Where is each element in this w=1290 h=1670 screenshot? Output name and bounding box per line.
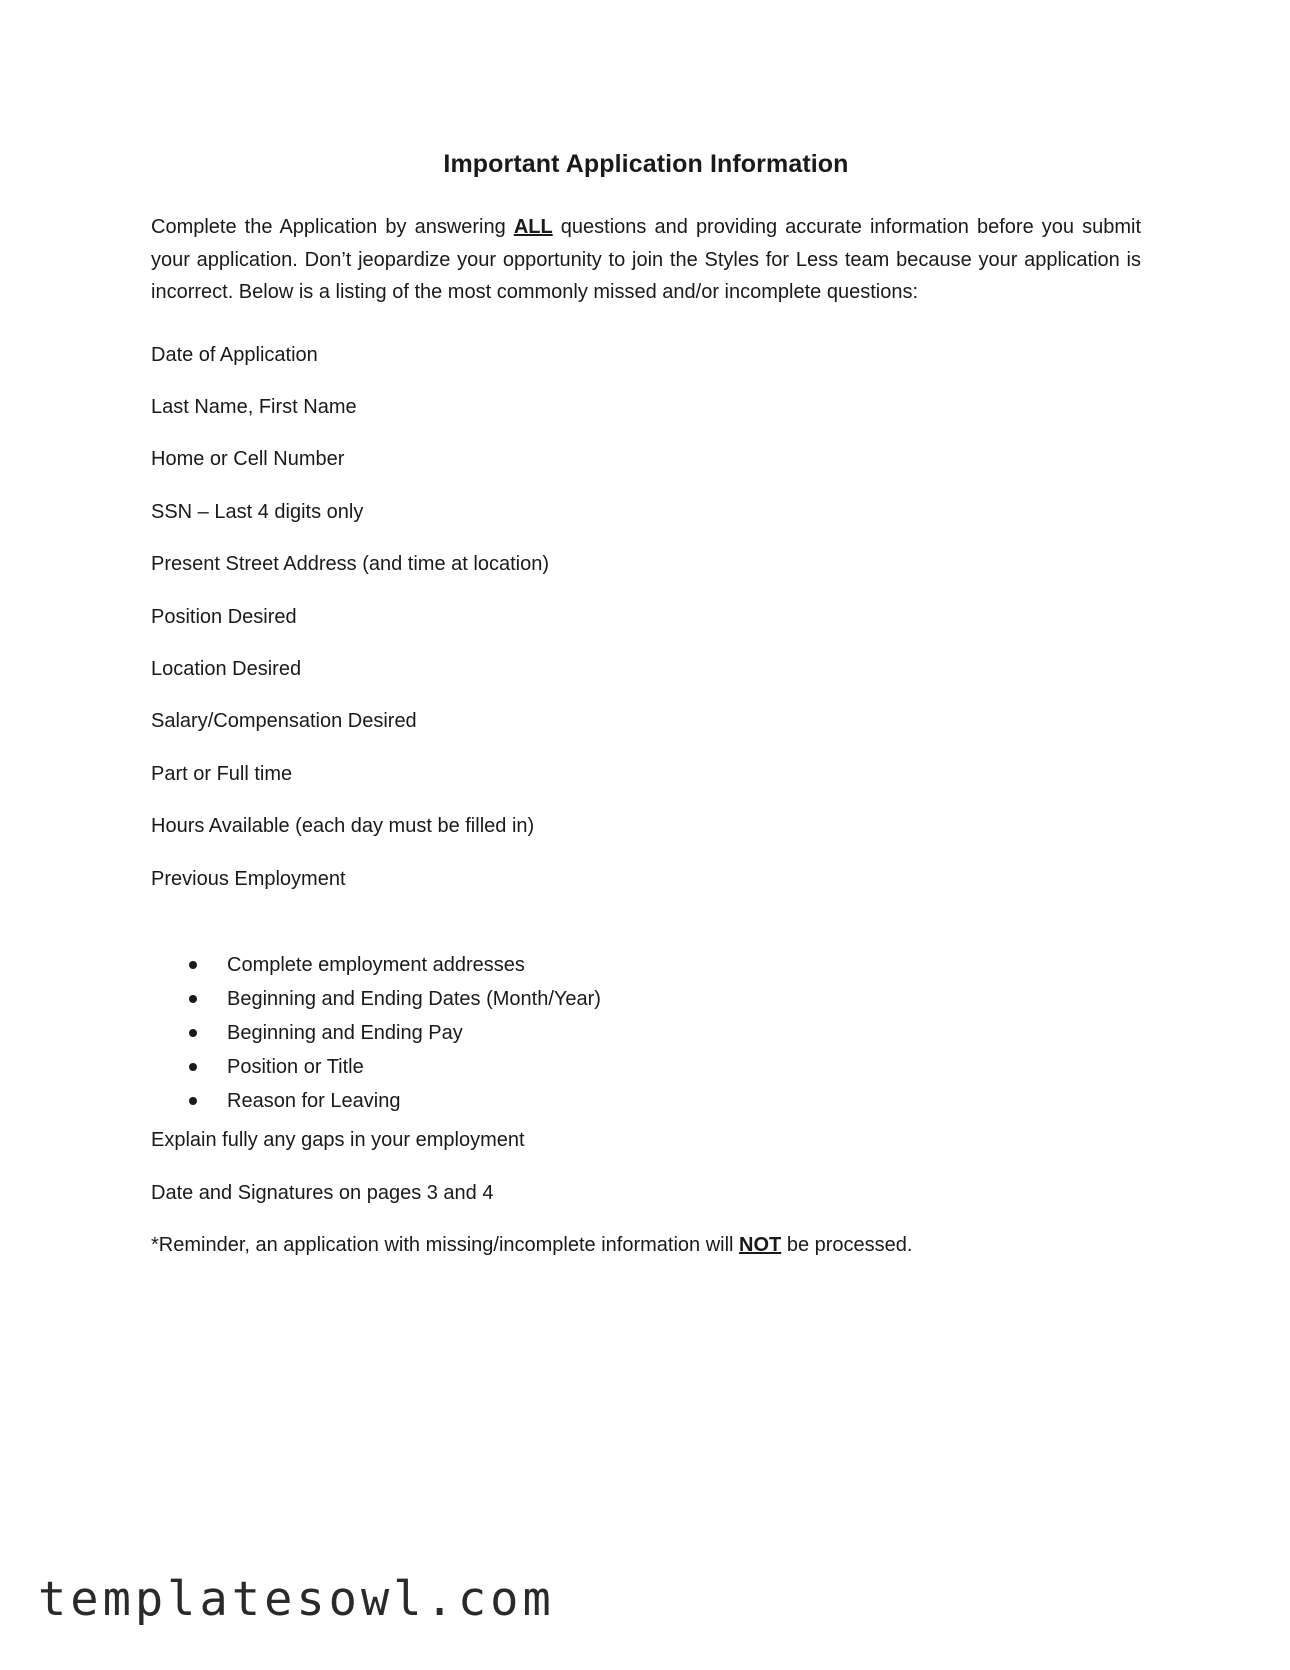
item-name: Last Name, First Name: [151, 396, 357, 418]
item-ssn: SSN – Last 4 digits only: [151, 501, 364, 523]
bullet-icon: [189, 1029, 197, 1037]
reminder-emphasis: NOT: [739, 1234, 782, 1256]
reminder-text-start: *Reminder, an application with missing/incomplete information will: [151, 1234, 740, 1256]
page-title: Important Application Information: [443, 150, 849, 178]
bullet-text: Complete employment addresses: [227, 954, 525, 976]
reminder-text-end: be processed.: [781, 1234, 913, 1256]
item-previous-employment: Previous Employment: [151, 868, 346, 890]
bullet-icon: [189, 1097, 197, 1105]
bullet-icon: [189, 961, 197, 969]
item-part-full-time: Part or Full time: [151, 763, 293, 785]
list-item: [151, 1020, 601, 1054]
list-item: [151, 952, 601, 986]
item-hours: Hours Available (each day must be filled in): [151, 815, 535, 837]
intro-text-start: Complete the Application by answering: [151, 216, 514, 238]
intro-paragraph: [151, 211, 1141, 309]
bullet-text: Beginning and Ending Dates (Month/Year): [227, 988, 601, 1010]
item-employment-gaps: Explain fully any gaps in your employment: [151, 1129, 525, 1151]
intro-text-end: questions and providing accurate information before you submit your application. Don’t jeopardize your opportunity to join the Styles for Less team because your application is incorrect. Below is a listing of the most commonly missed and/or incomplete questions:: [151, 216, 1141, 303]
item-position: Position Desired: [151, 606, 297, 628]
reminder-note: [151, 1232, 912, 1258]
watermark-text: templatesowl.com: [38, 1572, 555, 1627]
bullet-text: Position or Title: [227, 1056, 364, 1078]
bullet-text: Beginning and Ending Pay: [227, 1022, 463, 1044]
list-item: [151, 986, 601, 1020]
list-item: [151, 1088, 601, 1122]
bullet-icon: [189, 995, 197, 1003]
bullet-text: Reason for Leaving: [227, 1090, 401, 1112]
item-signatures: Date and Signatures on pages 3 and 4: [151, 1182, 494, 1204]
list-item: [151, 1054, 601, 1088]
bullet-icon: [189, 1063, 197, 1071]
item-location: Location Desired: [151, 658, 302, 680]
intro-emphasis: ALL: [513, 216, 553, 238]
employment-bullet-list: [151, 952, 601, 1122]
item-date-of-application: Date of Application: [151, 344, 318, 366]
item-salary: Salary/Compensation Desired: [151, 710, 417, 732]
item-phone: Home or Cell Number: [151, 448, 345, 470]
item-address: Present Street Address (and time at location): [151, 553, 549, 575]
